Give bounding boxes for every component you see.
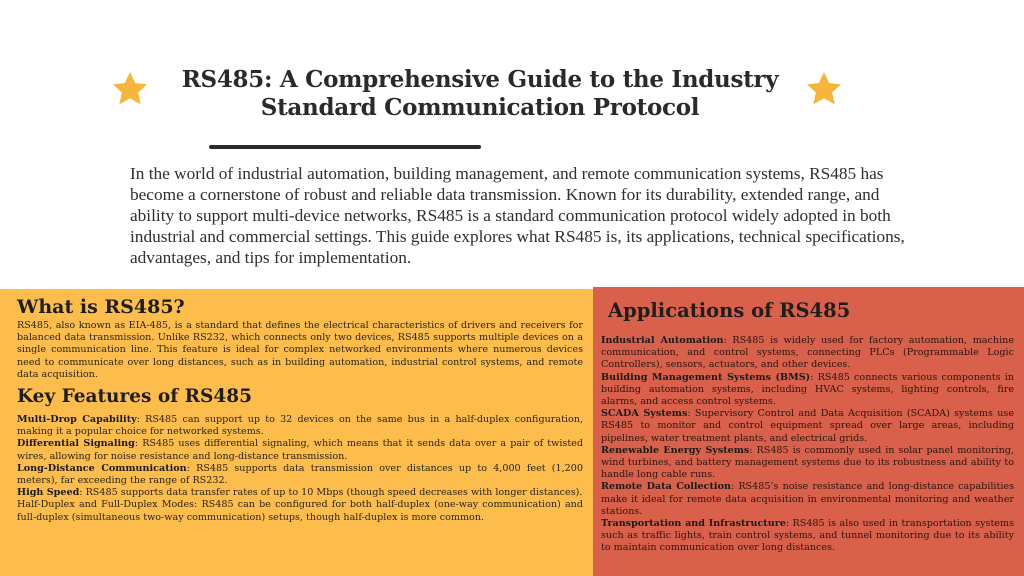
feature-item [17, 438, 583, 462]
feature-item [17, 414, 583, 438]
feature-item [17, 487, 583, 499]
feature-text: : RS485 can support up to 32 devices on the same bus in a half-duplex configuration, making it a popular choice for networked systems. [17, 414, 583, 438]
application-title: Industrial Automation [601, 335, 724, 346]
title-line-1: RS485: A Comprehensive Guide to the Industry [181, 66, 779, 93]
feature-title: Multi-Drop Capability [17, 414, 137, 426]
title-line-2: Standard Communication Protocol [260, 94, 700, 121]
feature-item [17, 499, 583, 523]
application-title: Remote Data Collection [601, 481, 731, 493]
application-title: Building Management Systems (BMS) [601, 371, 811, 383]
page-title [100, 66, 860, 122]
feature-title: Differential Signaling [17, 438, 135, 450]
applications-list [601, 335, 1014, 555]
application-item [601, 445, 1014, 482]
application-title: Transportation and Infrastructure [601, 518, 786, 530]
feature-text: : RS485 supports data transfer rates of up to 10 Mbps (though speed decreases with longer distances). [79, 487, 583, 499]
applications-panel [593, 287, 1024, 576]
what-is-heading: What is RS485? [17, 296, 185, 318]
feature-title: Long-Distance Communication [17, 462, 187, 474]
application-item [601, 408, 1014, 445]
title-divider [209, 145, 481, 149]
feature-item [17, 463, 583, 487]
key-features-list [17, 414, 583, 524]
application-text: : Supervisory Control and Data Acquisition (SCADA) systems use RS485 to monitor and control equipment spread over large areas, including pipelines, water treatment plants, and electrical grids. [601, 408, 1014, 444]
application-title: SCADA Systems [601, 408, 688, 420]
key-features-heading: Key Features of RS485 [17, 386, 252, 408]
application-text: : RS485 is widely used for factory automation, machine communication, and control systems, connecting PLCs (Programmable Logic Controllers), sensors, actuators, and other devices. [601, 335, 1014, 371]
feature-text: : RS485 uses differential signaling, which means that it sends data over a pair of twisted wires, allowing for noise resistance and long-distance transmission. [17, 438, 583, 462]
intro-paragraph: In the world of industrial automation, building management, and remote communication systems, RS485 has become a cornerstone of robust and reliable data transmission. Known for its durability, extended range, and ability to support multi-device networks, RS485 is a standard communication protocol widely adopted in both industrial and commercial settings. This guide explores what RS485 is, its applications, technical specifications, advantages, and tips for implementation. [130, 164, 905, 267]
feature-text: Half-Duplex and Full-Duplex Modes: RS485 can be configured for both half-duplex (one-way communication) and full-duplex (simultaneous two-way communication) setups, though half-duplex is more common. [17, 499, 583, 523]
what-is-panel [0, 289, 593, 576]
application-item [601, 518, 1014, 555]
applications-heading: Applications of RS485 [608, 299, 851, 322]
application-item [601, 372, 1014, 409]
application-item [601, 335, 1014, 372]
application-text: : RS485 connects various components in building automation systems, including HVAC systems, lighting controls, fire alarms, and access control systems. [601, 371, 1014, 408]
application-item [601, 481, 1014, 518]
what-is-text: RS485, also known as EIA-485, is a standard that defines the electrical characteristics of drivers and receivers for balanced data transmission. Unlike RS232, which connects only two devices, RS485 supports multiple devices on a single communication line. This feature is ideal for complex networked environments where numerous devices need to communicate over long distances, such as in building automation, industrial control systems, and remote data acquisition. [17, 320, 583, 380]
application-title: Renewable Energy Systems [601, 444, 750, 456]
feature-text: : RS485 supports data transmission over distances up to 4,000 feet (1,200 meters), far exceeding the range of RS232. [17, 462, 583, 487]
application-text: : RS485’s noise resistance and long-distance capabilities make it ideal for remote data acquisition in environmental monitoring and weather stations. [601, 481, 1014, 517]
application-text: : RS485 is also used in transportation systems such as traffic lights, train control systems, and tunnel monitoring due to its ability to maintain communication over long distances. [601, 518, 1015, 554]
application-text: : RS485 is commonly used in solar panel monitoring, wind turbines, and battery management systems due to its robustness and ability to handle long cable runs. [601, 444, 1014, 481]
feature-title: High Speed [17, 487, 80, 499]
